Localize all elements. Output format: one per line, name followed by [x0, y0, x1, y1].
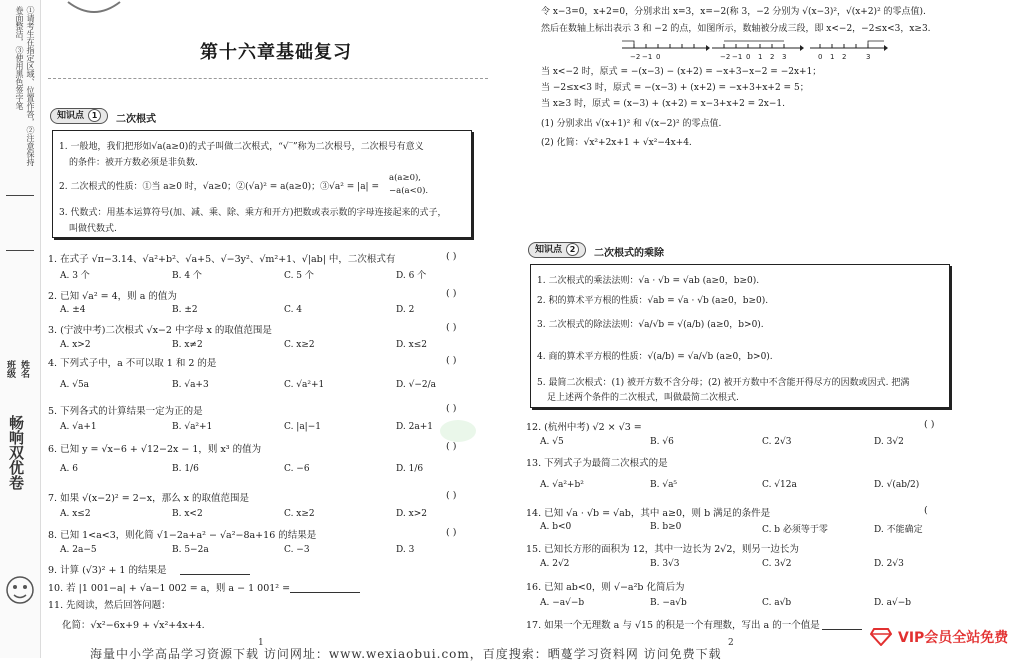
question-1-opt-b: B. 4 个: [172, 271, 202, 281]
question-10-blank: [290, 592, 360, 593]
question-16-opt-c: C. a√b: [762, 598, 792, 608]
question-14-text: 14. 已知 √a · √b = √ab，其中 a≥0，则 b 满足的条件是: [526, 508, 771, 519]
binding-notice: ①请考生在指定区域、位置作答，②注意保持卷面整洁，③使用黑色签字笔: [15, 6, 35, 166]
question-12-opt-a: A. √5: [540, 437, 564, 447]
page-number-left: 1: [258, 638, 264, 648]
question-12-opt-c: C. 2√3: [762, 437, 792, 447]
question-13-opt-d: D. √(ab/2): [874, 480, 920, 490]
box2-line-5: 5. 最简二次根式：(1) 被开方数不含分母；(2) 被开方数中不含能开得尽方的因数或因式. 把满: [537, 378, 910, 388]
nl2-tick-2: 0: [746, 53, 751, 61]
sub-question-2: (2) 化简：√x²+2x+1 + √x²−4x+4.: [541, 138, 692, 148]
question-4-opt-c: C. √a²+1: [284, 380, 325, 390]
question-6-opt-c: C. −6: [284, 464, 310, 474]
question-4-paren: ( ): [446, 355, 457, 366]
question-3-text: 3. (宁波中考)二次根式 √x−2 中字母 x 的取值范围是: [48, 325, 272, 336]
box1-line-2: 的条件：被开方数必须是非负数.: [69, 158, 198, 168]
footer-watermark: 海量中小学高品学习资源下载 访问网址：www.wexiaobui.com，百度搜索：晒蔓学习资料网 访问免费下载: [90, 647, 722, 661]
binding-rule-2: [6, 250, 34, 251]
question-5-opt-c: C. |a|−1: [284, 422, 321, 432]
question-1-opt-c: C. 5 个: [284, 271, 314, 281]
question-8-opt-c: C. −3: [284, 545, 310, 555]
chapter-title: 第十六章基础复习: [200, 42, 352, 63]
question-8-paren: ( ): [446, 527, 457, 538]
question-15-opt-a: A. 2√2: [540, 559, 570, 569]
number-line-figure: [620, 38, 890, 64]
question-11-expression: 化简：√x²−6x+9 + √x²+4x+4.: [62, 620, 205, 631]
question-3-opt-b: B. x≠2: [172, 340, 203, 350]
question-4-opt-a: A. √5a: [60, 380, 90, 390]
section2-badge-num: 2: [566, 243, 579, 256]
question-2-text: 2. 已知 √a² = 4，则 a 的值为: [48, 291, 177, 302]
mascot-icon: [4, 570, 36, 610]
vip-banner[interactable]: [866, 622, 1034, 652]
question-10-text: 10. 若 |1 001−a| + √a−1 002 = a，则 a − 1 001² =: [48, 583, 291, 594]
case-1: 当 x<−2 时，原式 = −(x−3) − (x+2) = −x+3−x−2 = −2x+1；: [541, 67, 822, 77]
sub-question-1: (1) 分别求出 √(x+1)² 和 √(x−2)² 的零点值.: [541, 119, 722, 129]
question-8-opt-b: B. 5−2a: [172, 545, 209, 555]
box1-line-1: 1. 一般地，我们把形如√a(a≥0)的式子叫做二次根式，“√‾”称为二次根号，二次根号有意义: [59, 142, 424, 152]
brand-logo: 畅响双优卷: [7, 415, 25, 490]
section2-badge-label: 知识点: [535, 245, 563, 255]
question-5-paren: ( ): [446, 403, 457, 414]
question-4-opt-d: D. √−2/a: [396, 380, 437, 390]
box2-line-2: 2. 积的算术平方根的性质：√ab = √a · √b (a≥0，b≥0).: [537, 296, 769, 306]
question-17-text: 17. 如果一个无理数 a 与 √15 的积是一个有理数，写出 a 的一个值是: [526, 620, 820, 631]
question-16-opt-b: B. −a√b: [650, 598, 687, 608]
box1-case-1: a(a≥0),: [389, 173, 421, 183]
question-8-text: 8. 已知 1<a<3，则化简 √1−2a+a² − √a²−8a+16 的结果是: [48, 530, 317, 541]
diamond-icon: [870, 628, 892, 646]
box2-line-4: 4. 商的算术平方根的性质：√(a/b) = √a/√b (a≥0，b>0).: [537, 352, 773, 362]
question-6-paren: ( ): [446, 441, 457, 452]
section2-badge: [528, 242, 586, 258]
question-13-opt-b: B. √a⁵: [650, 480, 678, 490]
question-7-opt-a: A. x≤2: [60, 509, 91, 519]
question-8-opt-d: D. 3: [396, 545, 415, 555]
question-6-text: 6. 已知 y = √x−6 + √12−2x − 1，则 x³ 的值为: [48, 444, 262, 455]
question-4-text: 4. 下列式子中，a 不可以取 1 和 2 的是: [48, 358, 217, 369]
box2-line-6: 足上述两个条件的二次根式，叫做最简二次根式.: [547, 393, 739, 403]
question-17-blank: [822, 629, 862, 630]
question-2-paren: ( ): [446, 288, 457, 299]
nl3-tick-2: 2: [842, 53, 847, 61]
nl1-tick-2: 0: [656, 53, 661, 61]
nl3-tick-0: 0: [818, 53, 823, 61]
section1-badge-num: 1: [88, 109, 101, 122]
question-2-opt-b: B. ±2: [172, 305, 198, 315]
question-13-opt-a: A. √a²+b²: [540, 480, 584, 490]
question-9-blank: [180, 574, 250, 575]
case-2: 当 −2≤x<3 时，原式 = −(x−3) + (x+2) = −x+3+x+2 = 5；: [541, 83, 809, 93]
question-5-text: 5. 下列各式的计算结果一定为正的是: [48, 406, 203, 417]
question-15-text: 15. 已知长方形的面积为 12，其中一边长为 2√2，则另一边长为: [526, 544, 799, 555]
question-11-text: 11. 先阅读，然后回答问题：: [48, 600, 171, 611]
question-1-text: 1. 在式子 √π−3.14、√a²+b²、√a+5、√−3y²、√m²+1、√|ab| 中，二次根式有: [48, 254, 396, 265]
section1-badge: [50, 108, 108, 124]
question-15-opt-d: D. 2√3: [874, 559, 904, 569]
corner-decoration-icon: [64, 0, 124, 18]
question-15-opt-b: B. 3√3: [650, 559, 680, 569]
nl3-tick-3: 3: [866, 53, 871, 61]
question-14-paren: (: [924, 505, 928, 516]
question-6-opt-a: A. 6: [60, 464, 78, 474]
class-label: 班级: [5, 360, 15, 378]
page-number-right: 2: [728, 638, 734, 648]
knowledge-box-1: [52, 130, 472, 238]
question-5-opt-d: D. 2a+1: [396, 422, 433, 432]
question-5-opt-a: A. √a+1: [60, 422, 97, 432]
nl2-tick-1: −1: [732, 53, 743, 61]
question-14-opt-d: D. 不能确定: [874, 525, 923, 535]
question-7-text: 7. 如果 √(x−2)² = 2−x，那么 x 的取值范围是: [48, 493, 249, 504]
vip-text: VIP会员全站免费: [898, 630, 1009, 646]
question-2-opt-a: A. ±4: [60, 305, 86, 315]
question-3-opt-d: D. x≤2: [396, 340, 427, 350]
right-top-line-2: 然后在数轴上标出表示 3 和 −2 的点，如图所示，数轴被分成三段，即 x<−2，−2≤x<3，x≥3.: [541, 24, 931, 34]
question-16-opt-a: A. −a√−b: [540, 598, 585, 608]
section2-name: 二次根式的乘除: [594, 248, 664, 259]
nl2-tick-5: 3: [782, 53, 787, 61]
binding-rule-1: [6, 195, 34, 196]
section1-badge-label: 知识点: [57, 111, 85, 121]
section1-name: 二次根式: [116, 114, 156, 125]
question-15-opt-c: C. 3√2: [762, 559, 792, 569]
question-7-opt-d: D. x>2: [396, 509, 427, 519]
knowledge-box-2: [530, 264, 950, 408]
case-3: 当 x≥3 时，原式 = (x−3) + (x+2) = x−3+x+2 = 2x−1.: [541, 99, 786, 109]
question-9-text: 9. 计算 (√3)² + 1 的结果是: [48, 565, 167, 576]
question-4-opt-b: B. √a+3: [172, 380, 209, 390]
scan-smudge: [440, 420, 476, 442]
box2-line-3: 3. 二次根式的除法法则：√a/√b = √(a/b) (a≥0，b>0).: [537, 320, 764, 330]
box1-case-2: −a(a<0).: [389, 186, 429, 196]
nl2-tick-0: −2: [720, 53, 731, 61]
question-1-paren: ( ): [446, 251, 457, 262]
nl1-tick-0: −2: [630, 53, 641, 61]
question-6-opt-b: B. 1/6: [172, 464, 199, 474]
question-13-opt-c: C. √12a: [762, 480, 797, 490]
question-6-opt-d: D. 1/6: [396, 464, 424, 474]
question-12-opt-d: D. 3√2: [874, 437, 904, 447]
nl2-tick-3: 1: [758, 53, 763, 61]
binding-strip: [0, 0, 41, 658]
question-16-opt-d: D. a√−b: [874, 598, 912, 608]
question-3-paren: ( ): [446, 322, 457, 333]
nl3-tick-1: 1: [830, 53, 835, 61]
question-16-text: 16. 已知 ab<0，则 √−a²b 化简后为: [526, 582, 685, 593]
question-2-opt-c: C. 4: [284, 305, 303, 315]
nl2-tick-4: 2: [770, 53, 775, 61]
question-2-opt-d: D. 2: [396, 305, 415, 315]
box1-line-5: 叫做代数式.: [69, 224, 117, 234]
question-7-opt-b: B. x<2: [172, 509, 203, 519]
nl1-tick-1: −1: [642, 53, 653, 61]
box1-line-4: 3. 代数式：用基本运算符号(加、减、乘、除、乘方和开方)把数或表示数的字母连接起来的式子，: [59, 208, 447, 218]
question-5-opt-b: B. √a²+1: [172, 422, 213, 432]
right-top-line-1: 令 x−3=0，x+2=0，分别求出 x=3，x=−2(称 3，−2 分别为 √(x−3)²，√(x+2)² 的零点值).: [541, 7, 926, 17]
box1-line-3: 2. 二次根式的性质：①当 a≥0 时，√a≥0；②(√a)² = a(a≥0)；③√a² = |a| =: [59, 182, 379, 192]
question-3-opt-c: C. x≥2: [284, 340, 315, 350]
question-7-paren: ( ): [446, 490, 457, 501]
question-14-opt-a: A. b<0: [540, 522, 572, 532]
question-14-opt-b: B. b≥0: [650, 522, 682, 532]
question-7-opt-c: C. x≥2: [284, 509, 315, 519]
question-1-opt-d: D. 6 个: [396, 271, 427, 281]
question-8-opt-a: A. 2a−5: [60, 545, 97, 555]
question-12-text: 12. (杭州中考) √2 × √3 =: [526, 422, 642, 433]
name-label: 姓名: [19, 360, 29, 378]
box2-line-1: 1. 二次根式的乘法法则：√a · √b = √ab (a≥0，b≥0).: [537, 276, 760, 286]
question-12-paren: ( ): [924, 419, 935, 430]
question-12-opt-b: B. √6: [650, 437, 674, 447]
question-13-text: 13. 下列式子为最简二次根式的是: [526, 458, 668, 469]
question-3-opt-a: A. x>2: [60, 340, 91, 350]
title-divider: [48, 78, 488, 79]
question-14-opt-c: C. b 必须等于零: [762, 525, 828, 535]
question-1-opt-a: A. 3 个: [60, 271, 90, 281]
